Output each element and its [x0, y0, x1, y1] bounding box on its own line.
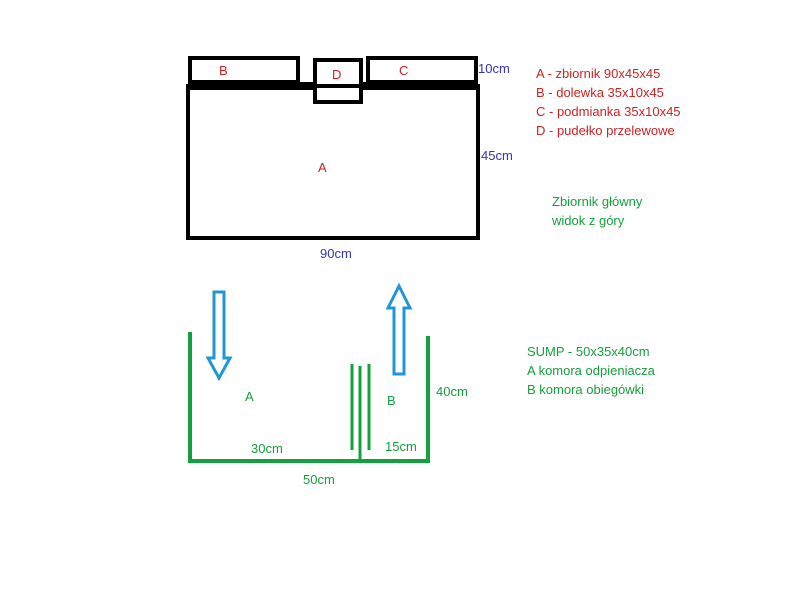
dimension-top-depth: 10cm — [478, 61, 510, 76]
main-tank-group — [188, 58, 478, 238]
chamber-b-outline — [190, 58, 298, 82]
legend-main-line-2: B - dolewka 35x10x45 — [536, 85, 664, 100]
caption-main-line-2: widok z góry — [552, 213, 625, 228]
legend-main-line-1: A - zbiornik 90x45x45 — [536, 66, 661, 81]
dimension-top-width: 90cm — [320, 246, 352, 261]
chamber-label-b-top: B — [219, 63, 228, 78]
dimension-sump-left-width: 30cm — [251, 441, 283, 456]
dimension-sump-width: 50cm — [303, 472, 335, 487]
dimension-top-height: 45cm — [481, 148, 513, 163]
chamber-label-a-sump: A — [245, 389, 254, 404]
legend-main-line-3: C - podmianka 35x10x45 — [536, 104, 681, 119]
legend-main-line-4: D - pudełko przelewowe — [536, 123, 675, 138]
chamber-label-a-top: A — [318, 160, 327, 175]
caption-main-line-1: Zbiornik główny — [552, 194, 643, 209]
caption-main-tank — [552, 192, 642, 230]
dimension-sump-height: 40cm — [436, 384, 468, 399]
dimension-sump-right-width: 15cm — [385, 439, 417, 454]
chamber-label-c-top: C — [399, 63, 409, 78]
chamber-a-outline — [188, 86, 478, 238]
flow-arrows-group — [208, 286, 410, 378]
chamber-label-b-sump: B — [387, 393, 396, 408]
down-arrow — [208, 292, 230, 378]
legend-sump — [527, 342, 655, 399]
legend-sump-line-1: SUMP - 50x35x40cm — [527, 344, 650, 359]
chamber-label-d-top: D — [332, 67, 342, 82]
legend-main-tank — [536, 64, 681, 140]
up-arrow — [388, 286, 410, 374]
legend-sump-line-2: A komora odpieniacza — [527, 363, 655, 378]
legend-sump-line-3: B komora obiegówki — [527, 382, 645, 397]
chamber-c-outline — [368, 58, 476, 82]
